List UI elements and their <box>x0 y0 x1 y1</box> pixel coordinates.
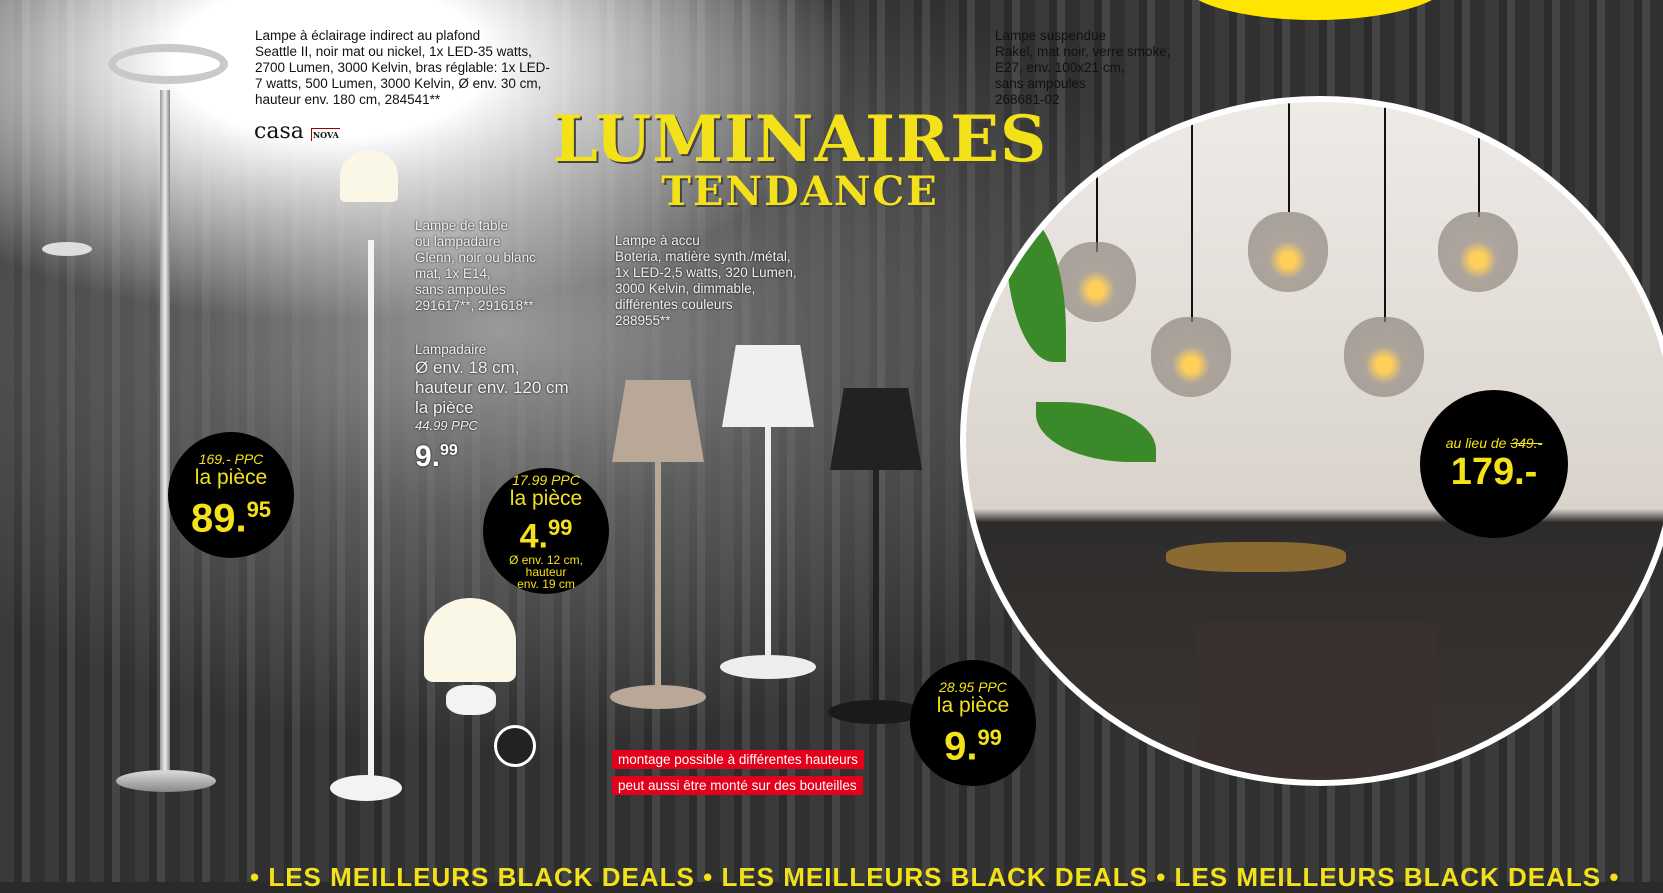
price-badge-seattle: 169.- PPC la pièce 89.95 <box>168 432 294 558</box>
page-title: LUMINAIRES TENDANCE <box>552 102 1048 215</box>
desc-line: Lampe à éclairage indirect au plafond <box>255 28 481 43</box>
desc-line: 2700 Lumen, 3000 Kelvin, bras réglable: 1x LED- <box>255 60 550 75</box>
desc-line: hauteur env. 180 cm, 284541** <box>255 92 441 107</box>
glenn-description: Lampe de table ou lampadaire Glenn, noir ou blanc mat, 1x E14, sans ampoules 291617**, 291618** <box>415 218 536 313</box>
footer-banner: • LES MEILLEURS BLACK DEALS • LES MEILLEURS BLACK DEALS • LES MEILLEURS BLACK DEALS • <box>250 862 1620 892</box>
lampadaire-variant: Lampadaire Ø env. 18 cm, hauteur env. 120 cm la pièce 44.99 PPC 9.99 <box>415 342 569 473</box>
note-bottles: peut aussi être monté sur des bouteilles <box>612 776 863 795</box>
price-badge-rakel: au lieu de 349.- 179.- <box>1420 390 1568 538</box>
price-badge-boteria: 28.95 PPC la pièce 9.99 <box>910 660 1036 786</box>
desc-line: Seattle II, noir mat ou nickel, 1x LED-35 watts, <box>255 44 532 59</box>
boteria-description: Lampe à accu Boteria, matière synth./métal, 1x LED-2,5 watts, 320 Lumen, 3000 Kelvin, dimmable, différentes couleurs 288955** <box>615 233 797 328</box>
rakel-description: Lampe suspendue Rakel, mat noir, verre smoke, E27, env. 100x21 cm, sans ampoules 268681-02 <box>995 28 1171 107</box>
price-badge-glenn-table: 17.99 PPC la pièce 4.99 Ø env. 12 cm, hauteur env. 19 cm <box>483 468 609 594</box>
casanova-logo: casa NOVA <box>254 119 339 144</box>
seattle-description <box>255 28 550 108</box>
note-mounting: montage possible à différentes hauteurs <box>612 750 864 769</box>
desc-line: 7 watts, 500 Lumen, 3000 Kelvin, Ø env. 30 cm, <box>255 76 542 91</box>
